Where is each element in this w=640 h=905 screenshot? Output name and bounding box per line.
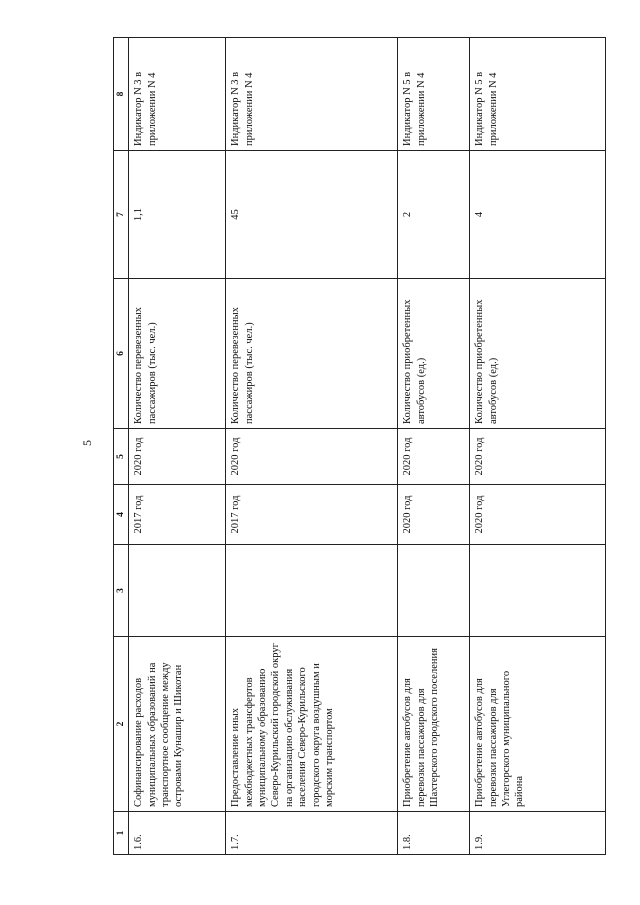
start-year: 2020 год: [470, 485, 606, 545]
measure-name: Приобретение автобусов для перевозки пассажиров для Шахтерского городского поселения: [398, 637, 470, 812]
end-year: 2020 год: [129, 429, 226, 485]
table-row: [129, 38, 226, 855]
table-header-row: [114, 38, 129, 855]
indicator-reference: Индикатор N 5 в приложении N 4: [398, 38, 470, 151]
indicator-reference: Индикатор N 3 в приложении N 4: [226, 38, 398, 151]
executor-cell: [129, 545, 226, 637]
rotated-table-wrapper: [113, 38, 606, 855]
indicator-name: Количество приобретенных автобусов (ед.): [470, 279, 606, 429]
header-col-3: 3: [114, 545, 129, 637]
row-number: 1.7.: [226, 812, 398, 855]
row-number: 1.9.: [470, 812, 606, 855]
indicator-reference: Индикатор N 5 в приложении N 4: [470, 38, 606, 151]
header-col-2: 2: [114, 637, 129, 812]
start-year: 2020 год: [398, 485, 470, 545]
measure-name: Предоставление иных межбюджетных трансфертов муниципальному образованию Северо-Курильский городской округ на организацию обслуживания населения Северо-Курильского городского округа воздушным и морским транспортом: [226, 637, 398, 812]
start-year: 2017 год: [129, 485, 226, 545]
indicator-value: 45: [226, 151, 398, 279]
measure-name: Приобретение автобусов для перевозки пассажиров для Углегорского муниципального района: [470, 637, 606, 812]
indicator-value: 2: [398, 151, 470, 279]
header-col-4: 4: [114, 485, 129, 545]
row-number: 1.6.: [129, 812, 226, 855]
page-number: 5: [80, 440, 94, 446]
header-col-6: 6: [114, 279, 129, 429]
indicator-value: 1,1: [129, 151, 226, 279]
indicator-name: Количество приобретенных автобусов (ед.): [398, 279, 470, 429]
executor-cell: [470, 545, 606, 637]
start-year: 2017 год: [226, 485, 398, 545]
header-col-7: 7: [114, 151, 129, 279]
header-col-1: 1: [114, 812, 129, 855]
executor-cell: [226, 545, 398, 637]
header-col-8: 8: [114, 38, 129, 151]
table-row: [226, 38, 398, 855]
table-row: [398, 38, 470, 855]
indicator-value: 4: [470, 151, 606, 279]
measure-name: Софинансирование расходов муниципальных образований на транспортное сообщение между островами Кунашир и Шикотан: [129, 637, 226, 812]
indicator-reference: Индикатор N 3 в приложении N 4: [129, 38, 226, 151]
executor-cell: [398, 545, 470, 637]
indicator-name: Количество перевезенных пассажиров (тыс. чел.): [226, 279, 398, 429]
table-row: [470, 38, 606, 855]
end-year: 2020 год: [398, 429, 470, 485]
end-year: 2020 год: [226, 429, 398, 485]
indicator-name: Количество перевезенных пассажиров (тыс. чел.): [129, 279, 226, 429]
end-year: 2020 год: [470, 429, 606, 485]
header-col-5: 5: [114, 429, 129, 485]
program-measures-table: [113, 37, 606, 855]
row-number: 1.8.: [398, 812, 470, 855]
